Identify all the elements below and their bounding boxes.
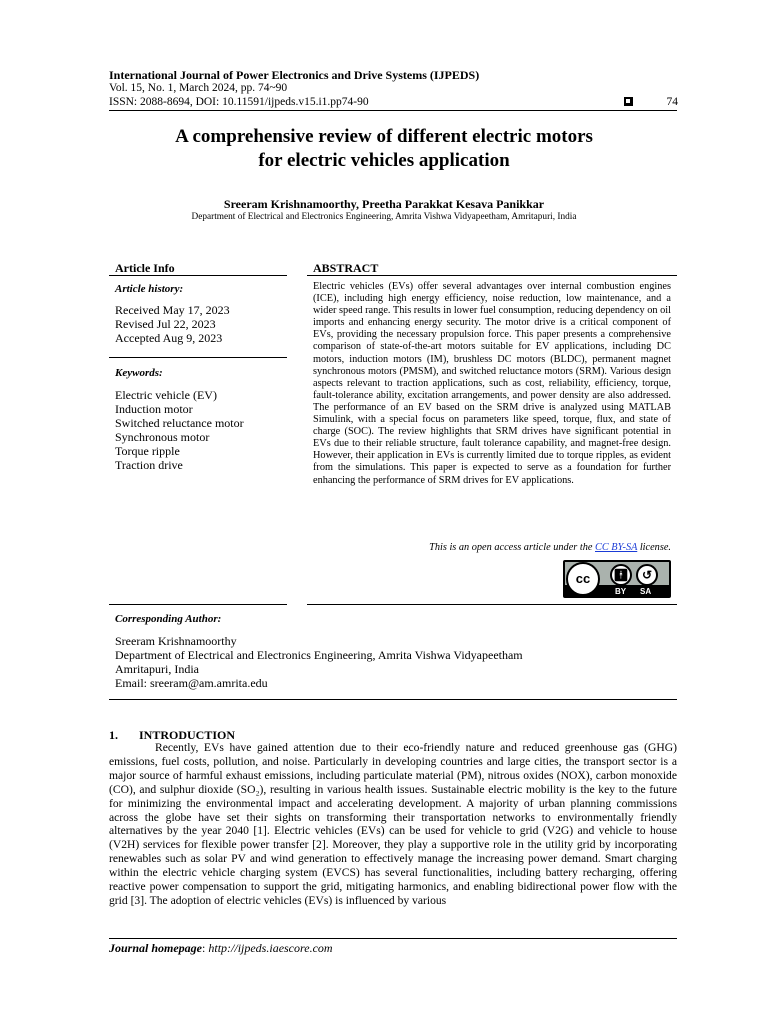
history-received: Received May 17, 2023 xyxy=(115,303,230,317)
history-label: Article history: xyxy=(115,283,184,295)
homepage-sep: : xyxy=(202,941,209,955)
title-line-1: A comprehensive review of different electric motors xyxy=(175,126,593,147)
homepage-url[interactable]: http://ijpeds.iaescore.com xyxy=(208,941,333,955)
license-suffix: license. xyxy=(637,542,671,553)
intro-paragraph: Recently, EVs have gained attention due to their eco-friendly nature and reduced greenhouse gas (GHG) emissions, fuel costs, pollution, and noise. Particularly in developing countries and large cities, the transport sector is a major source of harmful exhaust emissions, including particulate material (PM), nitrous oxides (NOX), carbon monoxide (CO), and sulphur dioxide (SO₂), resulting in various health issues. Sustainable electric mobility is the key to the future for minimizing the environmental impact and accelerating development. A majority of urban planning commissions across the globe have set their sights on transforming their transportation networks to environmentally friendly alternatives by the year 2040 [1]. Electric vehicles (EVs) can be used for vehicle to grid (V2G) and vehicle to house (V2H) services for flexible power transfer [2]. Moreover, they play a supportive role in the utility grid by incorporating renewables such as solar PV and wind generation to effectively manage the increasing power demand. Smart charging within the electric vehicle charging system (EVCS) has several functionalities, including battery recharging, offering reactive power compensation to support the grid, mitigating harmonics, and enabling bidirectional power flow with the grid [3]. The adoption of electric vehicles (EVs) is influenced by various xyxy=(109,741,677,907)
journal-name: International Journal of Power Electronics and Drive Systems (IJPEDS) xyxy=(109,68,480,82)
paper-title xyxy=(100,125,668,173)
keywords-label: Keywords: xyxy=(115,367,163,379)
keyword-item: Induction motor xyxy=(115,402,193,416)
corr-location: Amritapuri, India xyxy=(115,662,199,676)
header-rule xyxy=(109,110,677,111)
square-bullet-icon xyxy=(624,97,633,106)
homepage-label: Journal homepage xyxy=(109,941,203,955)
keywords-list xyxy=(115,388,285,472)
volume-info: Vol. 15, No. 1, March 2024, pp. 74~90 xyxy=(109,82,288,94)
corresponding-details xyxy=(115,634,675,690)
abstract-heading: ABSTRACT xyxy=(313,261,379,275)
corr-email: Email: sreeram@am.amrita.edu xyxy=(115,676,268,690)
issn-doi: ISSN: 2088-8694, DOI: 10.11591/ijpeds.v15.i1.pp74-90 xyxy=(109,96,369,108)
footer-rule xyxy=(109,938,677,939)
sa-label: SA xyxy=(640,587,652,596)
history-revised: Revised Jul 22, 2023 xyxy=(115,317,216,331)
article-info-bottom-rule xyxy=(109,604,287,605)
license-prefix: This is an open access article under the xyxy=(429,542,595,553)
cc-icon: cc xyxy=(566,562,600,596)
cc-by-sa-badge[interactable] xyxy=(563,560,671,598)
keyword-item: Synchronous motor xyxy=(115,430,210,444)
history-list xyxy=(115,303,285,345)
authors: Sreeram Krishnamoorthy, Preetha Parakkat Kesava Panikkar xyxy=(223,197,545,211)
by-person-icon: 🚹︎ xyxy=(610,564,632,586)
keyword-item: Electric vehicle (EV) xyxy=(115,388,217,402)
abstract-text: Electric vehicles (EVs) offer several advantages over internal combustion engines (ICE), including high energy efficiency, noise reduction, low maintenance, and a wider speed range. This results in lower fuel consumption, reducing dependency on oil imports and enhancing energy security. The motor drive is a critical component of EVs, providing the necessary propulsion force. This paper presents a comprehensive comparison of state-of-the-art motors suitable for EV applications, including DC motors, induction motors (IM), brushless DC motors (BLDC), permanent magnet synchronous motors (PMSM), and switched reluctance motors (SRM). Various design aspects relevant to traction applications, such as cost, reliability, efficiency, torque, fault-tolerance ability, excitation arrangements, and power density are also addressed. The performance of an EV based on the SRM drive is analyzed using MATLAB Simulink, with a special focus on parameters like speed, torque, flux, and state of charge (SOC). The review highlights that SRM drives have significant potential in EVs due to their reliable structure, fault tolerance capability, and magnet-free design. However, their application in EVs is currently limited due to torque ripples, as evident from the simulations. This paper is expected to serve as a foundation for further enhancing the performance of SRM drives for EV applications. xyxy=(313,281,671,486)
corresponding-rule xyxy=(109,699,677,700)
corr-name: Sreeram Krishnamoorthy xyxy=(115,634,237,648)
license-statement xyxy=(313,542,671,553)
keyword-item: Switched reluctance motor xyxy=(115,416,244,430)
abstract-rule xyxy=(307,275,677,276)
corresponding-label: Corresponding Author: xyxy=(115,613,222,625)
introduction-heading: 1. INTRODUCTION xyxy=(109,728,236,742)
corr-dept: Department of Electrical and Electronics Engineering, Amrita Vishwa Vidyapeetham xyxy=(115,648,523,662)
affiliation: Department of Electrical and Electronics Engineering, Amrita Vishwa Vidyapeetham, Amritapuri, India xyxy=(191,212,577,222)
title-line-2: for electric vehicles application xyxy=(258,150,510,171)
by-label: BY xyxy=(615,587,627,596)
keyword-item: Torque ripple xyxy=(115,444,180,458)
page-number: 74 xyxy=(666,96,678,108)
article-info-heading: Article Info xyxy=(115,261,175,275)
keywords-rule xyxy=(109,357,287,358)
journal-homepage xyxy=(109,941,333,956)
article-info-rule xyxy=(109,275,287,276)
history-accepted: Accepted Aug 9, 2023 xyxy=(115,331,223,345)
introduction-body xyxy=(109,741,677,908)
share-alike-icon: ↺ xyxy=(636,564,658,586)
license-link[interactable]: CC BY-SA xyxy=(595,542,638,553)
keyword-item: Traction drive xyxy=(115,458,183,472)
abstract-bottom-rule xyxy=(307,604,677,605)
